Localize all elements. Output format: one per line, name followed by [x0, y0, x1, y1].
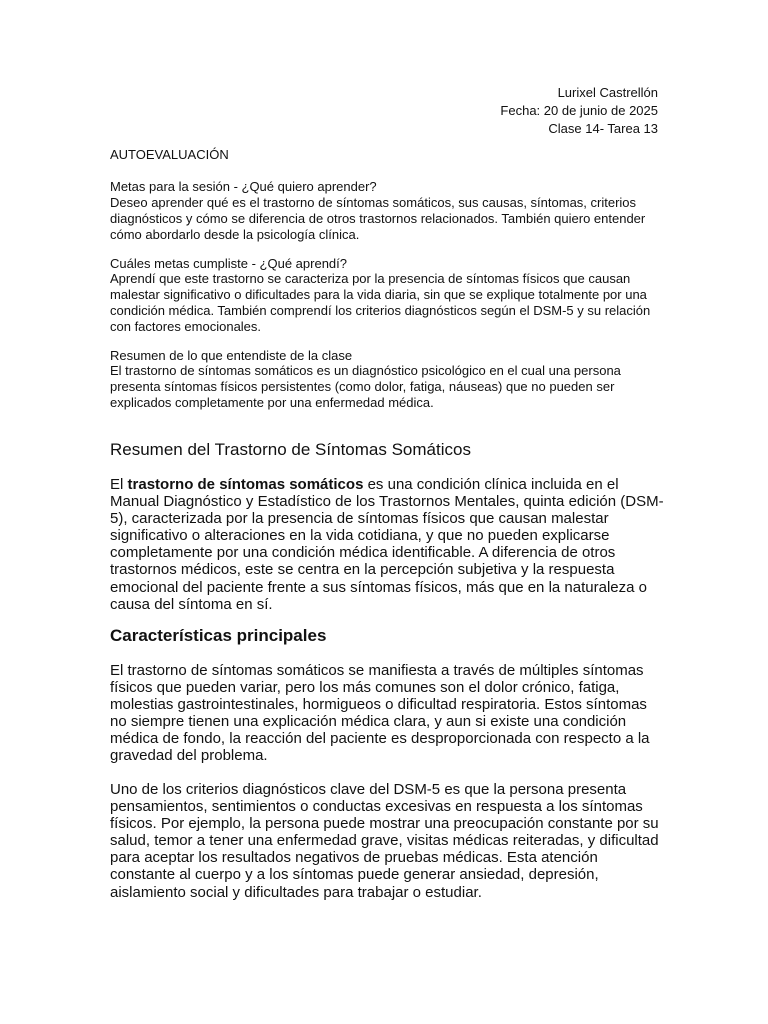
features-paragraph-1: El trastorno de síntomas somáticos se manifiesta a través de múltiples síntomas físicos que pueden variar, pero los más comunes son el dolor crónico, fatiga, molestias gastrointestinales, hormigueos o dificultad respiratoria. Estos síntomas no siempre tienen una explicación médica clara, y aun si existe una condición médica de fondo, la reacción del paciente es desproporcionada con respecto a la gravedad del problema. [110, 662, 650, 765]
achieved-question: Cuáles metas cumpliste - ¿Qué aprendí? [110, 256, 347, 271]
summary-answer: El trastorno de síntomas somáticos es un diagnóstico psicológico en el cual una persona presenta síntomas físicos persistentes (como dolor, fatiga, náuseas) que no pueden ser explicados completamente por una enfermedad médica. [110, 363, 621, 410]
goals-question: Metas para la sesión - ¿Qué quiero aprender? [110, 179, 377, 194]
author-name: Lurixel Castrellón [557, 85, 658, 100]
intro-lead: El [110, 476, 128, 493]
summary-heading: Resumen del Trastorno de Síntomas Somáticos [110, 440, 471, 459]
intro-bold-term: trastorno de síntomas somáticos [127, 476, 364, 493]
class-task: Clase 14- Tarea 13 [548, 121, 658, 136]
document-date: Fecha: 20 de junio de 2025 [500, 103, 658, 118]
self-evaluation-title: AUTOEVALUACIÓN [110, 147, 229, 162]
features-paragraph-2: Uno de los criterios diagnósticos clave del DSM-5 es que la persona presenta pensamientos, sentimientos o conductas excesivas en respuesta a los síntomas físicos. Por ejemplo, la persona puede mostrar una preocupación constante por su salud, temor a tener una enfermedad grave, visitas médicas reiteradas, y dificultad para aceptar los resultados negativos de pruebas médicas. Esta atención constante al cuerpo y a los síntomas puede generar ansiedad, depresión, aislamiento social y dificultades para trabajar o estudiar. [110, 781, 659, 901]
document-header [500, 84, 658, 138]
intro-rest: es una condición clínica incluida en el Manual Diagnóstico y Estadístico de los Trastornos Mentales, quinta edición (DSM-5), caracterizada por la presencia de síntomas físicos que causan malestar significativo o alteraciones en la vida cotidiana, y que no pueden explicarse completamente por una condición médica identificable. A diferencia de otros trastornos médicos, este se centra en la percepción subjetiva y la respuesta emocional del paciente frente a sus síntomas físicos, más que en la naturaleza o causa del síntoma en sí. [110, 476, 664, 613]
summary-question: Resumen de lo que entendiste de la clase [110, 348, 353, 363]
summary-intro-paragraph [110, 476, 666, 613]
achieved-answer: Aprendí que este trastorno se caracteriza por la presencia de síntomas físicos que causan malestar significativo o dificultades para la vida diaria, sin que se explique totalmente por una condición médica. También comprendí los criterios diagnósticos según el DSM-5 y su relación con factores emocionales. [110, 271, 651, 334]
features-heading: Características principales [110, 626, 327, 645]
goals-answer: Deseo aprender qué es el trastorno de síntomas somáticos, sus causas, síntomas, criterios diagnósticos y cómo se diferencia de otros trastornos relacionados. También quiero entender cómo abordarlo desde la psicología clínica. [110, 195, 646, 242]
